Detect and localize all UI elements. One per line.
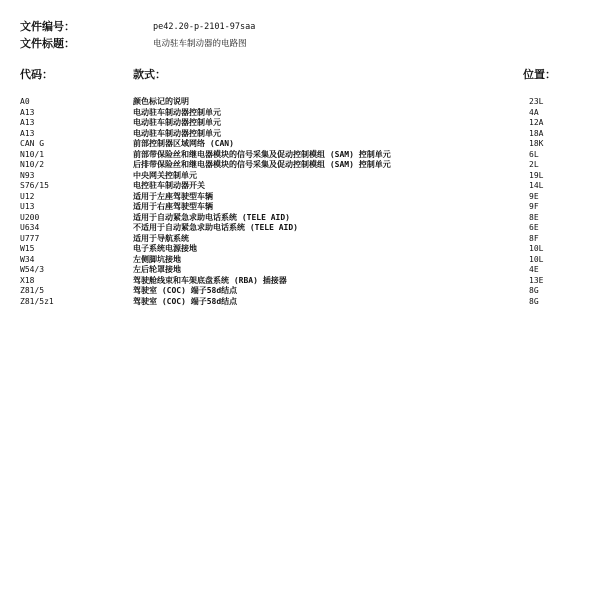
row-description: 驾驶舱线束和车架底盘系统 (RBA) 插接器: [133, 275, 287, 285]
row-position: 9F: [529, 202, 539, 211]
row-description: 电动驻车制动器控制单元: [133, 118, 221, 127]
table-row: [0, 97, 603, 108]
row-description: 左后轮罩接地: [133, 265, 181, 274]
table-row: [0, 297, 603, 308]
row-description: 左侧脚坑接地: [133, 254, 181, 264]
row-position: 8G: [529, 296, 539, 306]
table-row: [0, 255, 603, 266]
row-position: 9E: [529, 191, 539, 201]
column-header-code: 代码：: [20, 68, 53, 81]
row-code: U13: [20, 202, 35, 211]
row-position: 8F: [529, 233, 539, 243]
row-position: 8E: [529, 212, 539, 222]
row-position: 6L: [529, 149, 539, 159]
row-code: N10/2: [20, 160, 45, 169]
row-position: 18K: [529, 139, 544, 148]
row-code: S76/15: [20, 181, 49, 190]
row-position: 12A: [529, 118, 544, 127]
table-row: [0, 150, 603, 161]
row-code: A0: [20, 97, 30, 106]
doc-title-value: 电动驻车制动器的电路图: [153, 39, 247, 49]
doc-number-value: pe42.20-p-2101-97saa: [153, 22, 256, 32]
row-description: 电动驻车制动器控制单元: [133, 107, 221, 117]
row-description: 不适用于自动紧急求助电话系统 (TELE AID): [133, 223, 298, 232]
row-description: 驾驶室 (COC) 端子58d结点: [133, 286, 238, 295]
row-description: 前部控制器区域网络 (CAN): [133, 139, 234, 148]
row-description: 后排带保险丝和继电器模块的信号采集及促动控制模组 (SAM) 控制单元: [133, 160, 391, 169]
column-header-position: 位置：: [523, 68, 556, 81]
doc-number-label: 文件编号：: [20, 20, 75, 33]
table-row: [0, 213, 603, 224]
table-row: [0, 244, 603, 255]
row-code: W54/3: [20, 265, 45, 274]
table-row: [0, 202, 603, 213]
table-row: [0, 118, 603, 129]
column-header-description: 款式：: [133, 68, 166, 81]
row-code: A13: [20, 128, 35, 138]
row-description: 电子系统电源接地: [133, 244, 197, 253]
row-code: X18: [20, 275, 35, 285]
table-row: [0, 108, 603, 119]
row-description: 适用于左座驾驶型车辆: [133, 191, 213, 201]
table-row: [0, 129, 603, 140]
row-position: 23L: [529, 97, 544, 106]
row-position: 14L: [529, 181, 544, 190]
row-position: 4E: [529, 265, 539, 274]
row-position: 13E: [529, 275, 544, 285]
row-code: N10/1: [20, 149, 45, 159]
row-code: N93: [20, 170, 35, 180]
row-code: Z81/5z1: [20, 296, 54, 306]
table-row: [0, 265, 603, 276]
doc-title-label: 文件标题：: [20, 37, 75, 50]
row-code: U12: [20, 191, 35, 201]
row-position: 10L: [529, 254, 544, 264]
row-code: CAN G: [20, 139, 45, 148]
doc-title-row: [20, 37, 580, 51]
row-code: U634: [20, 223, 40, 232]
row-code: U777: [20, 233, 40, 243]
row-code: A13: [20, 118, 35, 127]
table-row: [0, 139, 603, 150]
doc-number-row: [20, 20, 580, 34]
table-row: [0, 171, 603, 182]
row-description: 适用于右座驾驶型车辆: [133, 202, 213, 211]
row-code: Z81/5: [20, 286, 45, 295]
row-description: 颜色标记的说明: [133, 97, 189, 106]
table-row: [0, 276, 603, 287]
row-description: 电动驻车制动器控制单元: [133, 128, 221, 138]
row-position: 19L: [529, 170, 544, 180]
row-description: 适用于自动紧急求助电话系统 (TELE AID): [133, 212, 290, 222]
row-code: U200: [20, 212, 40, 222]
row-position: 18A: [529, 128, 544, 138]
table-row: [0, 286, 603, 297]
row-code: A13: [20, 107, 35, 117]
row-position: 2L: [529, 160, 539, 169]
table-row: [0, 160, 603, 171]
row-description: 驾驶室 (COC) 端子58d结点: [133, 296, 238, 306]
row-position: 8G: [529, 286, 539, 295]
row-position: 10L: [529, 244, 544, 253]
table-row: [0, 181, 603, 192]
row-code: W15: [20, 244, 35, 253]
row-description: 适用于导航系统: [133, 233, 189, 243]
table-row: [0, 223, 603, 234]
row-description: 电控驻车制动器开关: [133, 181, 205, 190]
table-row: [0, 234, 603, 245]
row-position: 6E: [529, 223, 539, 232]
table-row: [0, 192, 603, 203]
row-description: 前部带保险丝和继电器模块的信号采集及促动控制模组 (SAM) 控制单元: [133, 149, 391, 159]
legend-table: [0, 97, 603, 307]
row-code: W34: [20, 254, 35, 264]
row-position: 4A: [529, 107, 539, 117]
row-description: 中央网关控制单元: [133, 170, 197, 180]
